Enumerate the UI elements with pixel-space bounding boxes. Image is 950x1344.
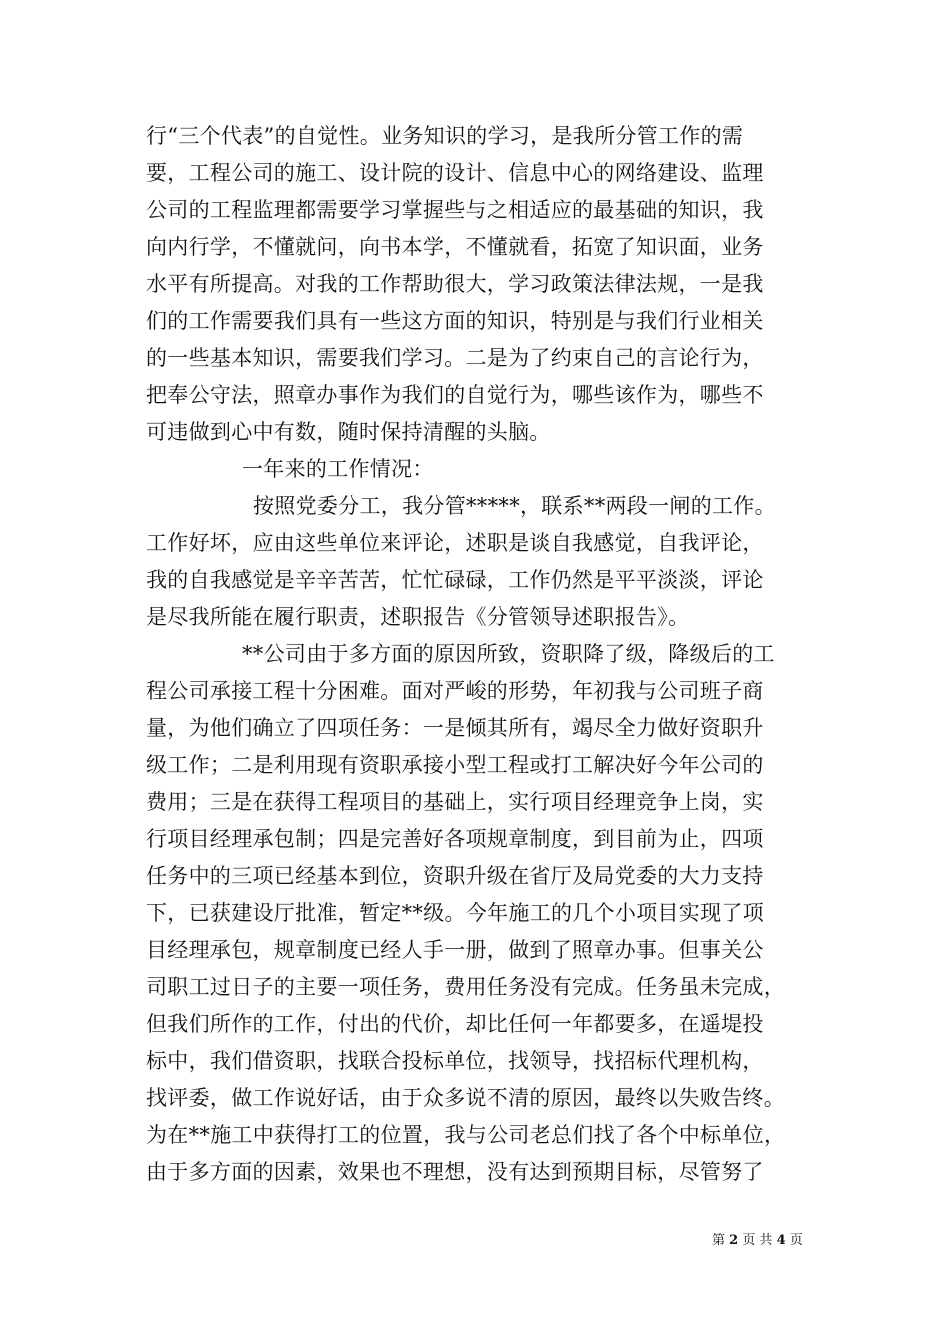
text-line: 是尽我所能在履行职责，述职报告《分管领导述职报告》。 (146, 605, 690, 629)
page-footer (712, 1233, 803, 1249)
text-line: 可违做到心中有数，随时保持清醒的头脑。 (146, 420, 551, 444)
text-line: 们的工作需要我们具有一些这方面的知识，特别是与我们行业相关 (146, 309, 764, 333)
total-page-count: 4 (776, 1233, 786, 1248)
text-line: 行项目经理承包制；四是完善好各项规章制度，到目前为止，四项 (146, 827, 764, 851)
text-line: 为在**施工中获得打工的位置，我与公司老总们找了各个中标单位， (146, 1123, 786, 1147)
footer-suffix: 页 (789, 1233, 803, 1248)
text-line: 量，为他们确立了四项任务：一是倾其所有，竭尽全力做好资职升 (146, 716, 764, 740)
footer-prefix: 第 (712, 1233, 726, 1248)
text-line: 程公司承接工程十分困难。面对严峻的形势，年初我与公司班子商 (146, 679, 764, 703)
text-line: 找评委，做工作说好话，由于众多说不清的原因，最终以失败告终。 (146, 1086, 785, 1110)
text-line: 由于多方面的因素，效果也不理想，没有达到预期目标，尽管努了 (146, 1160, 764, 1184)
text-line: 水平有所提高。对我的工作帮助很大，学习政策法律法规，一是我 (146, 272, 764, 296)
text-line: **公司由于多方面的原因所致，资职降了级，降级后的工 (242, 642, 775, 666)
text-line: 目经理承包，规章制度已经人手一册，做到了照章办事。但事关公 (146, 938, 764, 962)
text-line: 费用；三是在获得工程项目的基础上，实行项目经理竞争上岗，实 (146, 790, 764, 814)
text-line: 但我们所作的工作，付出的代价，却比任何一年都要多，在遥堤投 (146, 1012, 764, 1036)
text-line: 向内行学，不懂就问，向书本学，不懂就看，拓宽了知识面，业务 (146, 235, 764, 259)
text-line: 行“三个代表”的自觉性。业务知识的学习，是我所分管工作的需 (146, 124, 744, 148)
text-line: 的一些基本知识，需要我们学习。二是为了约束自己的言论行为， (146, 346, 764, 370)
current-page-number: 2 (729, 1233, 739, 1248)
footer-middle: 页 共 (742, 1233, 773, 1248)
text-line: 标中，我们借资职，找联合投标单位，找领导，找招标代理机构， (146, 1049, 764, 1073)
text-line: 按照党委分工，我分管*****，联系**两段一闸的工作。 (253, 494, 776, 518)
text-line: 要，工程公司的施工、设计院的设计、信息中心的网络建设、监理 (146, 161, 764, 185)
text-line: 把奉公守法，照章办事作为我们的自觉行为，哪些该作为，哪些不 (146, 383, 764, 407)
text-line: 我的自我感觉是辛辛苦苦，忙忙碌碌，工作仍然是平平淡淡，评论 (146, 568, 764, 592)
section-heading: 一年来的工作情况： (242, 457, 434, 481)
text-line: 下，已获建设厅批准，暂定**级。今年施工的几个小项目实现了项 (146, 901, 764, 925)
text-line: 任务中的三项已经基本到位，资职升级在省厅及局党委的大力支持 (146, 864, 764, 888)
text-line: 工作好坏，应由这些单位来评论，述职是谈自我感觉，自我评论， (146, 531, 764, 555)
body-text (146, 118, 826, 1191)
text-line: 司职工过日子的主要一项任务，费用任务没有完成。任务虽未完成， (146, 975, 785, 999)
text-line: 级工作；二是利用现有资职承接小型工程或打工解决好今年公司的 (146, 753, 764, 777)
text-line: 公司的工程监理都需要学习掌握些与之相适应的最基础的知识，我 (146, 198, 764, 222)
